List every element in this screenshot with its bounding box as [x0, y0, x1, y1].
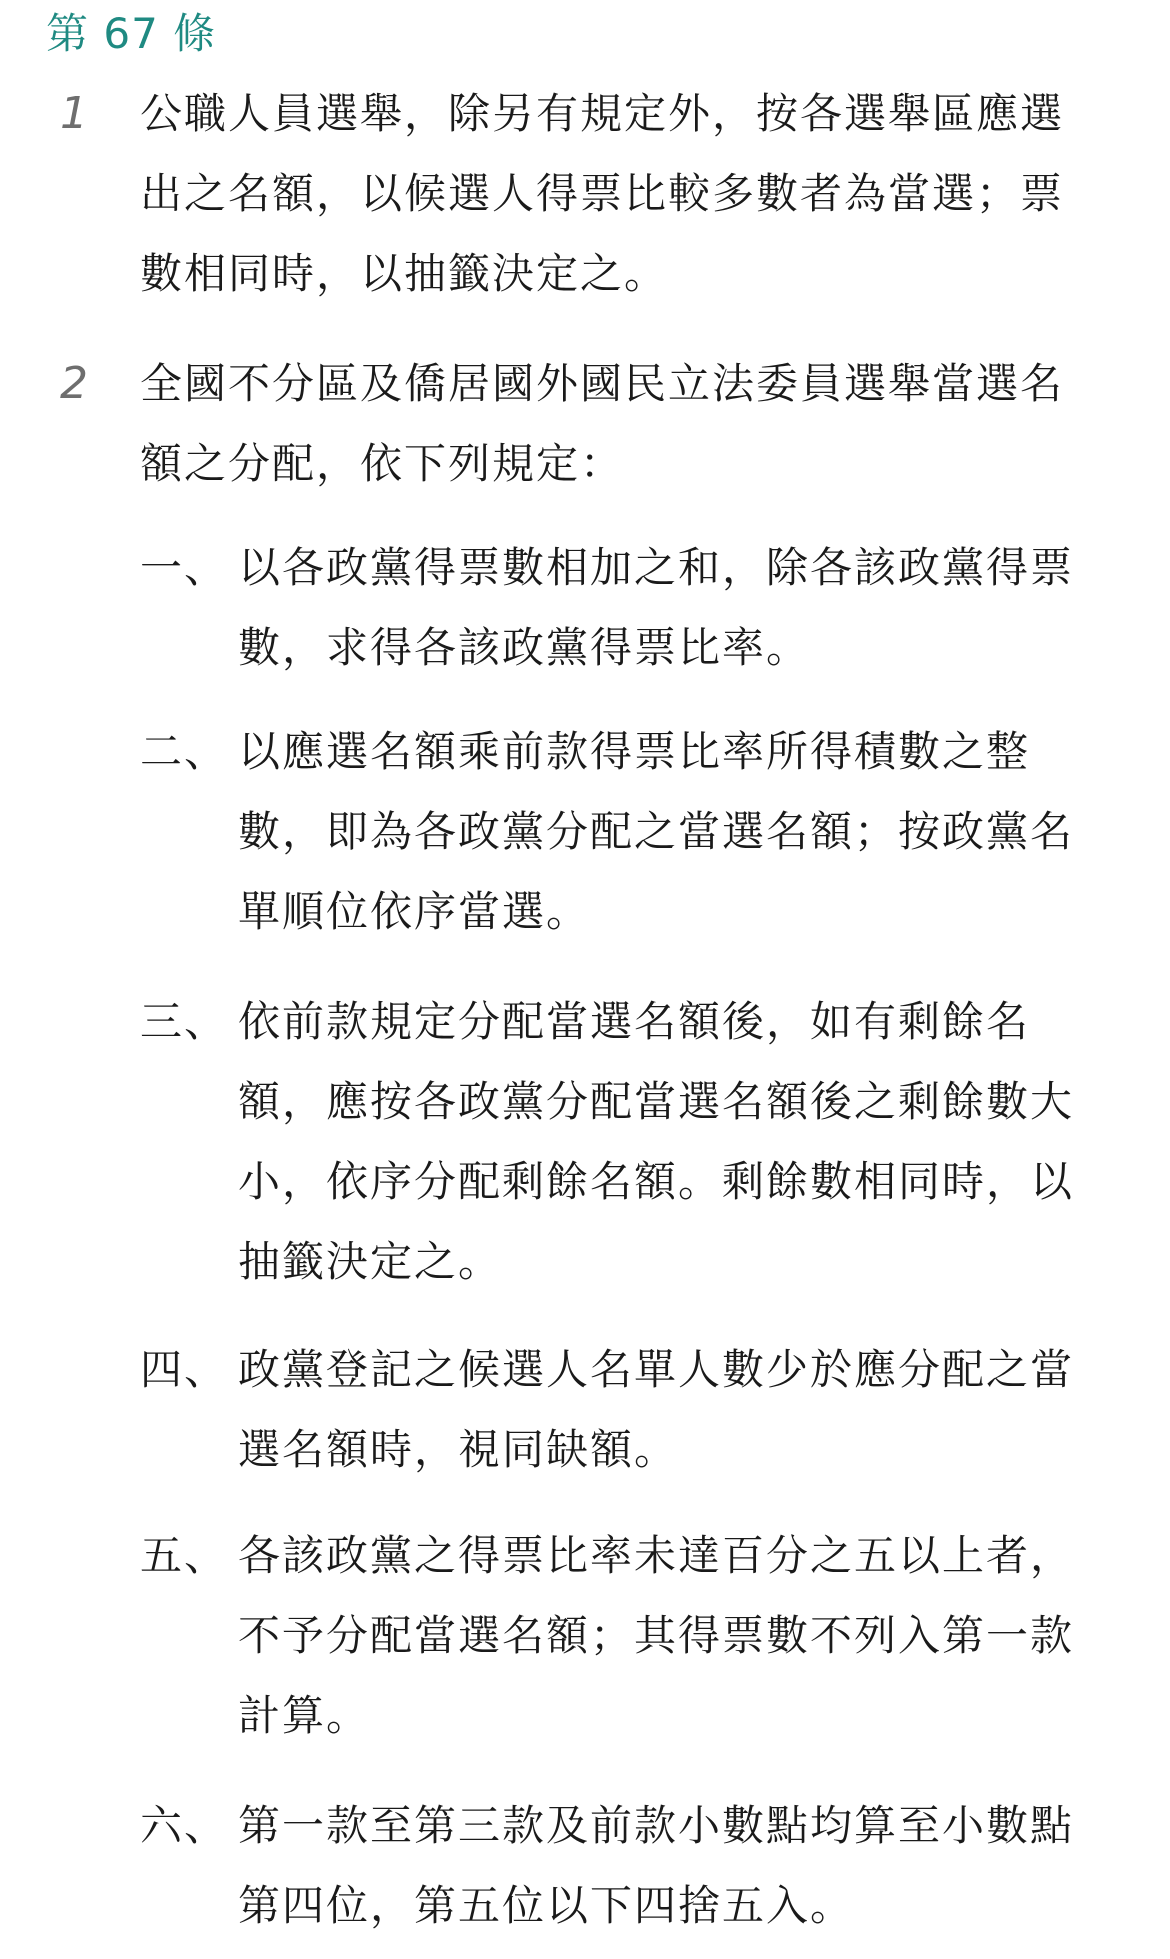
paragraph-number: 1 [60, 88, 88, 139]
item-text: 第一款至第三款及前款小數點均算至小數點第四位，第五位以下四捨五入。 [238, 1801, 1075, 1930]
article-title[interactable]: 第 67 條 [46, 9, 217, 58]
paragraph-number: 2 [60, 358, 88, 409]
paragraph-text: 全國不分區及僑居國外國民立法委員選舉當選名額之分配，依下列規定： [140, 359, 1065, 488]
item-label: 四、 [140, 1345, 229, 1394]
item-label: 六、 [140, 1801, 229, 1850]
item-label: 三、 [140, 997, 229, 1046]
paragraph-text: 公職人員選舉，除另有規定外，按各選舉區應選出之名額，以候選人得票比較多數者為當選；票數相同時，以抽籤決定之。 [140, 89, 1065, 298]
item-label: 二、 [140, 727, 229, 776]
item-text: 以應選名額乘前款得票比率所得積數之整數，即為各政黨分配之當選名額；按政黨名單順位依序當選。 [238, 727, 1075, 936]
item-text: 以各政黨得票數相加之和，除各該政黨得票數，求得各該政黨得票比率。 [238, 543, 1075, 672]
item-text: 政黨登記之候選人名單人數少於應分配之當選名額時，視同缺額。 [238, 1345, 1075, 1474]
item-label: 一、 [140, 543, 229, 592]
item-text: 各該政黨之得票比率未達百分之五以上者，不予分配當選名額；其得票數不列入第一款計算。 [238, 1531, 1075, 1740]
item-label: 五、 [140, 1531, 229, 1580]
item-text: 依前款規定分配當選名額後，如有剩餘名額，應按各政黨分配當選名額後之剩餘數大小，依序分配剩餘名額。剩餘數相同時，以抽籤決定之。 [238, 997, 1075, 1286]
